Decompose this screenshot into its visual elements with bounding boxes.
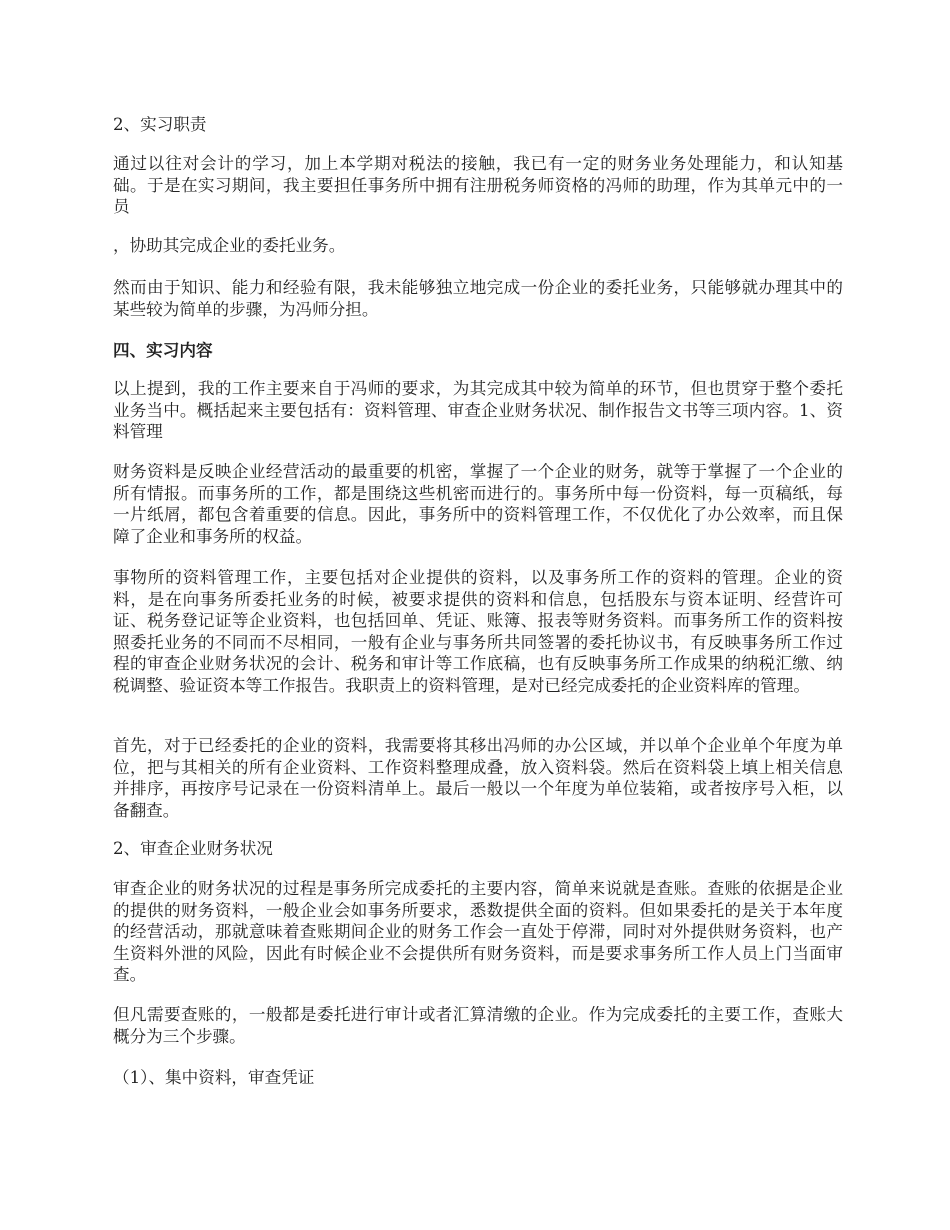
- paragraph-duties-intro: 通过以往对会计的学习，加上本学期对税法的接触，我已有一定的财务业务处理能力，和认知基础。于是在实习期间，我主要担任事务所中拥有注册税务师资格的冯师的助理，作为其单元中的一员: [113, 154, 843, 216]
- paragraph-audit-process: 审查企业的财务状况的过程是事务所完成委托的主要内容，简单来说就是查账。查账的依据是企业的提供的财务资料，一般企业会如事务所要求，悉数提供全面的资料。但如果委托的是关于本年度的经营活动，那就意味着查账期间企业的财务工作会一直处于停滞，同时对外提供财务资料，也产生资料外泄的风险，因此有时候企业不会提供所有财务资料，而是要求事务所工作人员上门当面审查。: [113, 879, 843, 984]
- section-heading-audit: 2、审查企业财务状况: [113, 839, 273, 858]
- paragraph-financial-data: 财务资料是反映企业经营活动的最重要的机密，掌握了一个企业的财务，就等于掌握了一个企业的所有情报。而事务所的工作，都是围绕这些机密而进行的。事务所中每一份资料，每一页稿纸，每一片纸屑，都包含着重要的信息。因此，事务所中的资料管理工作，不仅优化了办公效率，而且保障了企业和事务所的权益。: [113, 462, 843, 546]
- section-heading-duties: 2、实习职责: [113, 115, 207, 134]
- paragraph-duties-assist: ，协助其完成企业的委托业务。: [113, 236, 346, 255]
- paragraph-data-management: 事物所的资料管理工作，主要包括对企业提供的资料，以及事务所工作的资料的管理。企业的资料，是在向事务所委托业务的时候，被要求提供的资料和信息，包括股东与资本证明、经营许可证、税务登记证等企业资料，也包括回单、凭证、账簿、报表等财务资料。而事务所工作的资料按照委托业务的不同而不尽相同，一般有企业与事务所共同签署的委托协议书，有反映事务所工作过程的审查企业财务状况的会计、税务和审计等工作底稿，也有反映事务所工作成果的纳税汇缴、纳税调整、验证资本等工作报告。我职责上的资料管理，是对已经完成委托的企业资料库的管理。: [113, 568, 843, 695]
- paragraph-audit-steps: 但凡需要查账的，一般都是委托进行审计或者汇算清缴的企业。作为完成委托的主要工作，查账大概分为三个步骤。: [113, 1005, 843, 1046]
- paragraph-data-procedure: 首先，对于已经委托的企业的资料，我需要将其移出冯师的办公区域，并以单个企业单个年度为单位，把与其相关的所有企业资料、工作资料整理成叠，放入资料袋。然后在资料袋上填上相关信息并排序，再按序号记录在一份资料清单上。最后一般以一个年度为单位装箱，或者按序号入柜，以备翻查。: [113, 736, 843, 820]
- paragraph-duties-limits: 然而由于知识、能力和经验有限，我未能够独立地完成一份企业的委托业务，只能够就办理其中的某些较为简单的步骤，为冯师分担。: [113, 278, 843, 319]
- subheading-step-one: （1）、集中资料，审查凭证: [113, 1068, 315, 1087]
- section-heading-content: 四、实习内容: [113, 340, 213, 360]
- paragraph-content-summary: 以上提到，我的工作主要来自于冯师的要求，为其完成其中较为简单的环节，但也贯穿于整个委托业务当中。概括起来主要包括有：资料管理、审查企业财务状况、制作报告文书等三项内容。1、资料管理: [113, 379, 843, 441]
